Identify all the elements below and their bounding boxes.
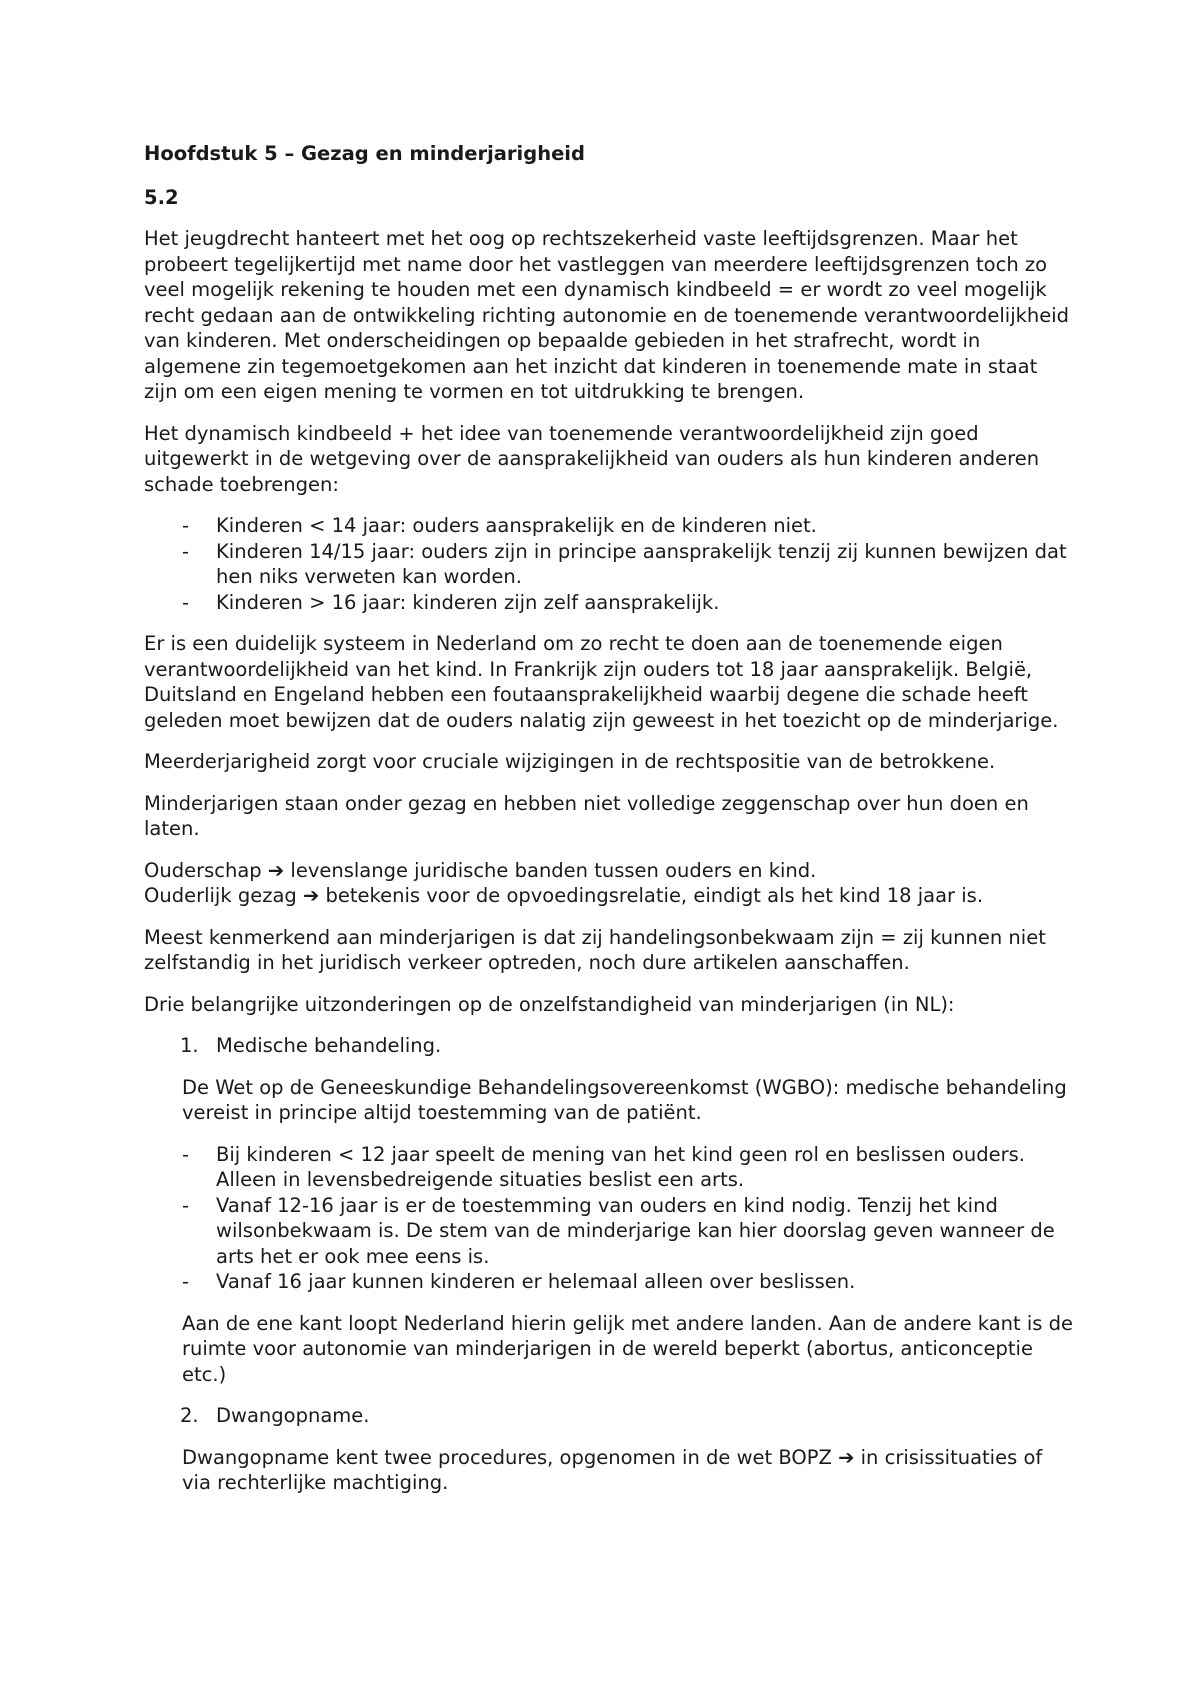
paragraph: Aan de ene kant loopt Nederland hierin gelijk met andere landen. Aan de andere kant is de ruimte voor autonomie van minderjarigen in de wereld beperkt (abortus, anticonceptie etc.): [182, 1311, 1074, 1386]
number-marker: 2.: [180, 1404, 199, 1427]
dash-marker: -: [182, 1142, 190, 1166]
section-number: 5.2: [144, 185, 179, 209]
exception-list-1: [144, 1033, 1074, 1059]
paragraph: De Wet op de Geneeskundige Behandelingsovereenkomst (WGBO): medische behandeling vereist in principe altijd toestemming van de patiënt.: [182, 1075, 1067, 1124]
exception-list-2: [144, 1403, 1074, 1429]
liability-list: [144, 513, 1074, 615]
paragraph: Ouderlijk gezag ➔ betekenis voor de opvoedingsrelatie, eindigt als het kind 18 jaar is.: [144, 884, 984, 907]
list-item: 2. Dwangopname.: [180, 1404, 370, 1427]
list-item: - Kinderen 14/15 jaar: ouders zijn in principe aansprakelijk tenzij zij kunnen bewijzen dat hen niks verweten kan worden.: [182, 539, 1067, 588]
dash-marker: -: [182, 539, 190, 563]
medical-list: [144, 1142, 1074, 1295]
paragraph: Het dynamisch kindbeeld + het idee van toenemende verantwoordelijkheid zijn goed uitgewerkt in de wetgeving over de aansprakelijkheid van ouders als hun kinderen anderen schade toebrengen:: [144, 421, 1040, 496]
list-item: - Bij kinderen < 12 jaar speelt de mening van het kind geen rol en beslissen ouders. Alleen in levensbedreigende situaties beslist een arts.: [182, 1142, 1025, 1191]
list-item: - Vanaf 12-16 jaar is er de toestemming van ouders en kind nodig. Tenzij het kind wilsonbekwaam is. De stem van de minderjarige kan hier doorslag geven wanneer de arts het er ook mee eens is.: [182, 1193, 1055, 1268]
paragraph: Minderjarigen staan onder gezag en hebben niet volledige zeggenschap over hun doen en laten.: [144, 791, 1029, 840]
dash-marker: -: [182, 1193, 190, 1217]
dash-marker: -: [182, 1270, 190, 1293]
paragraph: Dwangopname kent twee procedures, opgenomen in de wet BOPZ ➔ in crisissituaties of via rechterlijke machtiging.: [182, 1445, 1043, 1494]
list-item: - Kinderen > 16 jaar: kinderen zijn zelf aansprakelijk.: [182, 590, 720, 614]
list-item: - Vanaf 16 jaar kunnen kinderen er helemaal alleen over beslissen.: [182, 1270, 856, 1293]
paragraph: Er is een duidelijk systeem in Nederland om zo recht te doen aan de toenemende eigen verantwoordelijkheid van het kind. In Frankrijk zijn ouders tot 18 jaar aansprakelijk. België, Duitsland en Engeland hebben een foutaansprakelijkheid waarbij degene die schade heeft geleden moet bewijzen dat de ouders nalatig zijn geweest in het toezicht op de minderjarige.: [144, 632, 1059, 732]
paragraph: Het jeugdrecht hanteert met het oog op rechtszekerheid vaste leeftijdsgrenzen. Maar het probeert tegelijkertijd met name door het vastleggen van meerdere leeftijdsgrenzen toch zo veel mogelijk rekening te houden met een dynamisch kindbeeld = er wordt zo veel mogelijk recht gedaan aan de ontwikkeling richting autonomie en de toenemende verantwoordelijkheid van kinderen. Met onderscheidingen op bepaalde gebieden in het strafrecht, wordt in algemene zin tegemoetgekomen aan het inzicht dat kinderen in toenemende mate in staat zijn om een eigen mening te vormen en tot uitdrukking te brengen.: [144, 227, 1070, 403]
paragraph: Meest kenmerkend aan minderjarigen is dat zij handelingsonbekwaam zijn = zij kunnen niet zelfstandig in het juridisch verkeer optreden, noch dure artikelen aanschaffen.: [144, 925, 1046, 974]
dash-marker: -: [182, 514, 190, 537]
dash-marker: -: [182, 590, 190, 614]
chapter-heading: Hoofdstuk 5 – Gezag en minderjarigheid: [144, 142, 585, 165]
list-item: - Kinderen < 14 jaar: ouders aansprakelijk en de kinderen niet.: [182, 514, 817, 537]
paragraph: Ouderschap ➔ levenslange juridische banden tussen ouders en kind.: [144, 858, 817, 882]
number-marker: 1.: [180, 1034, 199, 1057]
paragraph: Drie belangrijke uitzonderingen op de onzelfstandigheid van minderjarigen (in NL):: [144, 992, 955, 1016]
document-page: [144, 141, 1074, 1512]
list-item: 1. Medische behandeling.: [180, 1034, 442, 1057]
paragraph: Meerderjarigheid zorgt voor cruciale wijzigingen in de rechtspositie van de betrokkene.: [144, 750, 996, 773]
